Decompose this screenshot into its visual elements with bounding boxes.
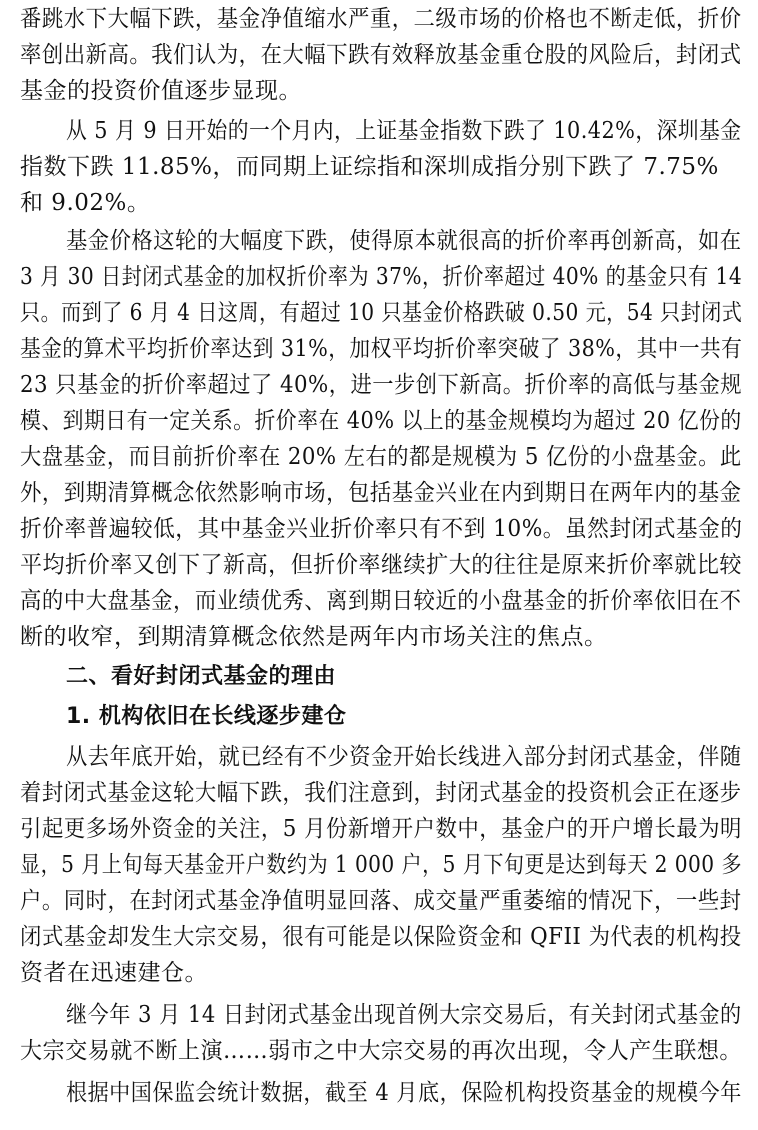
text-line: 率创出新高。我们认为，在大幅下跌有效释放基金重仓股的风险后，封闭式 xyxy=(20,42,742,68)
text-line: 继今年 3 月 14 日封闭式基金出现首例大宗交易后，有关封闭式基金的 xyxy=(66,1002,742,1028)
text-line: 基金价格这轮的大幅度下跌，使得原本就很高的折价率再创新高，如在 xyxy=(66,228,742,254)
text-line: 平均折价率又创下了新高，但折价率继续扩大的往往是原来折价率就比较 xyxy=(20,552,742,578)
text-line: 基金的算术平均折价率达到 31%，加权平均折价率突破了 38%，其中一共有 xyxy=(20,336,743,362)
text-line: 资者在迅速建仓。 xyxy=(20,960,208,986)
text-line: 指数下跌 11.85%，而同期上证综指和深圳成指分别下跌了 7.75% xyxy=(20,154,719,180)
text-line: 引起更多场外资金的关注，5 月份新增开户数中，基金户的开户增长最为明 xyxy=(20,816,742,842)
subsection-heading: 1. 机构依旧在长线逐步建仓 xyxy=(66,704,347,729)
text-line: 闭式基金却发生大宗交易，很有可能是以保险资金和 QFII 为代表的机构投 xyxy=(20,924,742,950)
text-line: 23 只基金的折价率超过了 40%，进一步创下新高。折价率的高低与基金规 xyxy=(20,372,742,398)
text-line: 大宗交易就不断上演……弱市之中大宗交易的再次出现，令人产生联想。 xyxy=(20,1038,742,1064)
text-line: 着封闭式基金这轮大幅下跌，我们注意到，封闭式基金的投资机会正在逐步 xyxy=(20,780,742,806)
text-line: 高的中大盘基金，而业绩优秀、离到期日较近的小盘基金的折价率依旧在不 xyxy=(20,588,742,614)
text-line: 根据中国保监会统计数据，截至 4 月底，保险机构投资基金的规模今年 xyxy=(66,1080,742,1106)
text-line: 从去年底开始，就已经有不少资金开始长线进入部分封闭式基金，伴随 xyxy=(66,744,742,770)
section-heading: 二、看好封闭式基金的理由 xyxy=(66,664,337,689)
text-line: 显，5 月上旬每天基金开户数约为 1 000 户，5 月下旬更是达到每天 2 000 多 xyxy=(20,852,742,878)
text-line: 断的收窄，到期清算概念依然是两年内市场关注的焦点。 xyxy=(20,624,608,650)
text-line: 和 9.02%。 xyxy=(20,190,151,216)
text-line: 番跳水下大幅下跌，基金净值缩水严重，二级市场的价格也不断走低，折价 xyxy=(20,6,742,32)
text-line: 模、到期日有一定关系。折价率在 40% 以上的基金规模均为超过 20 亿份的 xyxy=(20,408,742,434)
text-line: 外，到期清算概念依然影响市场，包括基金兴业在内到期日在两年内的基金 xyxy=(20,480,742,506)
text-line: 3 月 30 日封闭式基金的加权折价率为 37%，折价率超过 40% 的基金只有 14 xyxy=(20,264,743,290)
text-line: 大盘基金，而目前折价率在 20% 左右的都是规模为 5 亿份的小盘基金。此 xyxy=(20,444,742,470)
text-line: 折价率普遍较低，其中基金兴业折价率只有不到 10%。虽然封闭式基金的 xyxy=(20,516,743,542)
text-line: 基金的投资价值逐步显现。 xyxy=(20,78,302,104)
text-line: 从 5 月 9 日开始的一个月内，上证基金指数下跌了 10.42%，深圳基金 xyxy=(66,118,742,144)
text-line: 户。同时，在封闭式基金净值明显回落、成交量严重萎缩的情况下，一些封 xyxy=(20,888,742,914)
text-line: 只。而到了 6 月 4 日这周，有超过 10 只基金价格跌破 0.50 元，54 只封闭式 xyxy=(20,300,743,326)
